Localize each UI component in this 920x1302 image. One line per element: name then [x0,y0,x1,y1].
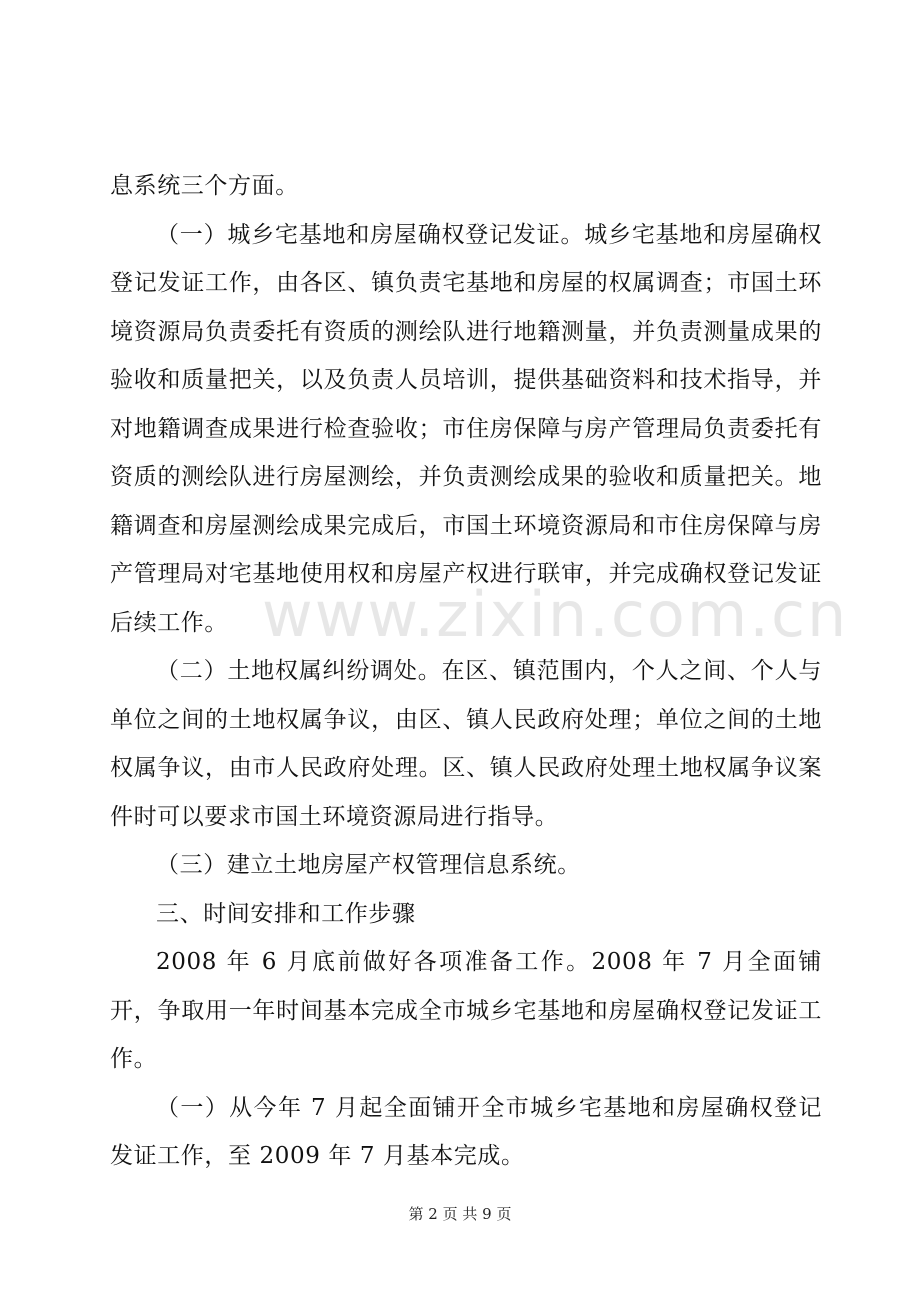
document-body [110,162,822,1181]
paragraph-section-2: （二）土地权属纠纷调处。在区、镇范围内，个人之间、个人与单位之间的土地权属争议，由区、镇人民政府处理；单位之间的土地权属争议，由市人民政府处理。区、镇人民政府处理土地权属争议案件时可以要求市国土环境资源局进行指导。 [110,658,822,830]
paragraph-continuation: 息系统三个方面。 [110,173,299,199]
heading-schedule: 三、时间安排和工作步骤 [156,900,416,927]
page-number-footer: 第 2 页 共 9 页 [408,1205,512,1223]
paragraph-section-1: （一）城乡宅基地和房屋确权登记发证。城乡宅基地和房屋确权登记发证工作，由各区、镇负责宅基地和房屋的权属调查；市国土环境资源局负责委托有资质的测绘队进行地籍测量，并负责测量成果的验收和质量把关，以及负责人员培训，提供基础资料和技术指导，并对地籍调查成果进行检查验收；市住房保障与房产管理局负责委托有资质的测绘队进行房屋测绘，并负责测绘成果的验收和质量把关。地籍调查和房屋测绘成果完成后，市国土环境资源局和市住房保障与房产管理局对宅基地使用权和房屋产权进行联审，并完成确权登记发证后续工作。 [110,221,822,636]
paragraph-schedule-intro: 2008 年 6 月底前做好各项准备工作。2008 年 7 月全面铺开，争取用一年时间基本完成全市城乡宅基地和房屋确权登记发证工作。 [110,949,822,1072]
paragraph-schedule-step-1: （一）从今年 7 月起全面铺开全市城乡宅基地和房屋确权登记发证工作，至 2009 年 7 月基本完成。 [110,1094,822,1169]
watermark: www.zixin.com.cn [262,578,849,651]
paragraph-section-3: （三）建立土地房屋产权管理信息系统。 [156,852,581,878]
